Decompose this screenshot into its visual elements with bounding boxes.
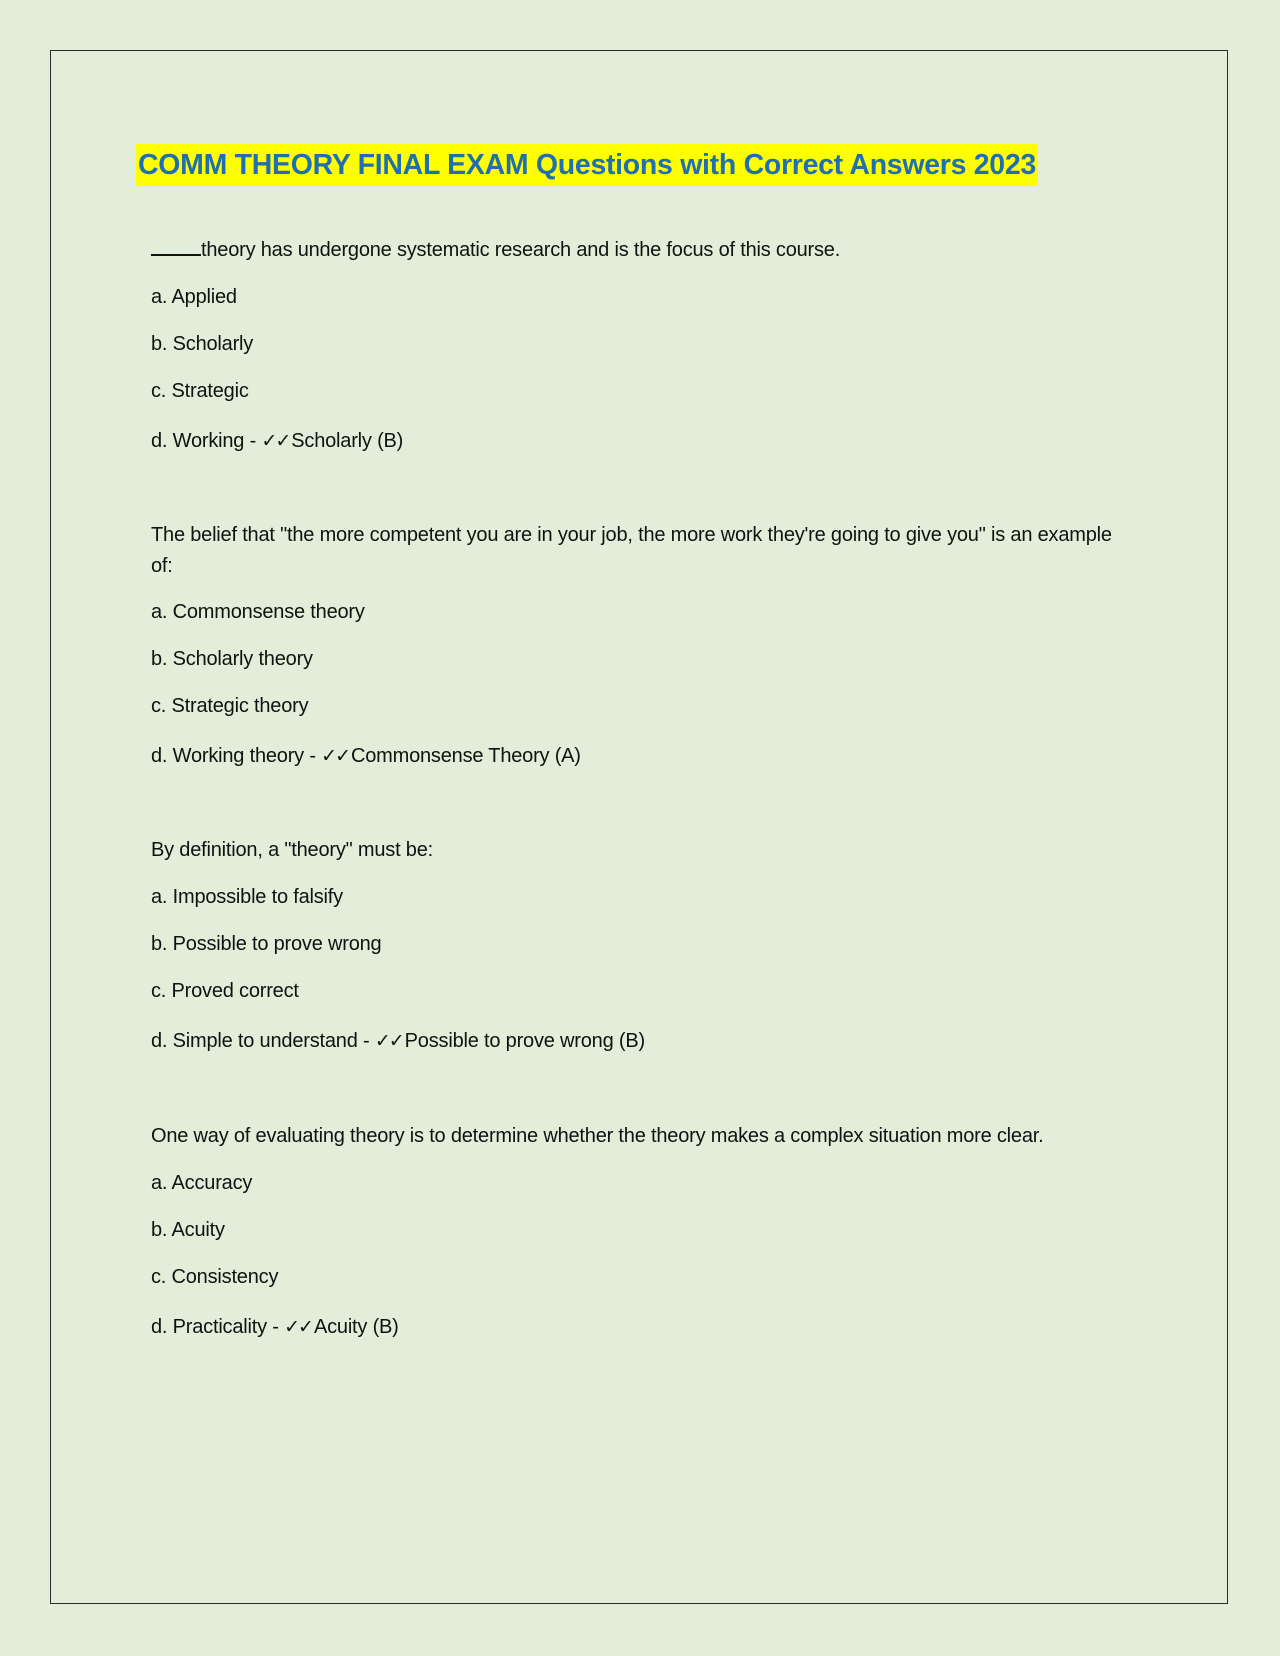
question-4-option-a: a. Accuracy xyxy=(151,1172,253,1194)
question-3-option-d: d. Simple to understand - ✓✓ Possible to prove wrong (B) xyxy=(151,1030,645,1052)
question-2-option-b: b. Scholarly theory xyxy=(151,648,313,670)
question-1-option-a: a. Applied xyxy=(151,286,237,308)
question-2-option-a: a. Commonsense theory xyxy=(151,601,365,623)
document-title: COMM THEORY FINAL EXAM Questions with Correct Answers 2023 xyxy=(136,144,1038,186)
question-4-option-d: d. Practicality - ✓✓ Acuity (B) xyxy=(151,1316,399,1338)
question-4-option-c: c. Consistency xyxy=(151,1266,279,1288)
double-check-icon: ✓✓ xyxy=(261,430,290,452)
question-3-option-b: b. Possible to prove wrong xyxy=(151,933,382,955)
answer: Possible to prove wrong (B) xyxy=(404,1030,645,1052)
question-3-option-c: c. Proved correct xyxy=(151,980,299,1002)
answer: Commonsense Theory (A) xyxy=(351,745,581,767)
question-2-prompt: The belief that "the more competent you are in your job, the more work they're going to give you" is an example of: xyxy=(151,524,1112,577)
question-2-option-d: d. Working theory - ✓✓ Commonsense Theory (A) xyxy=(151,745,581,767)
question-3-option-a: a. Impossible to falsify xyxy=(151,886,343,908)
question-1-option-d: d. Working - ✓✓ Scholarly (B) xyxy=(151,430,404,452)
question-3-prompt: By definition, a "theory" must be: xyxy=(151,839,433,861)
question-2-option-c: c. Strategic theory xyxy=(151,695,309,717)
question-4-option-b: b. Acuity xyxy=(151,1219,225,1241)
question-1-prompt: theory has undergone systematic research and is the focus of this course. xyxy=(151,235,840,266)
answer: Acuity (B) xyxy=(313,1316,399,1338)
answer: Scholarly (B) xyxy=(291,430,404,452)
blank-line xyxy=(151,236,201,256)
question-1-option-b: b. Scholarly xyxy=(151,333,254,355)
question-1-option-c: c. Strategic xyxy=(151,380,249,402)
double-check-icon: ✓✓ xyxy=(321,745,349,767)
double-check-icon: ✓✓ xyxy=(284,1316,312,1338)
question-4-prompt: One way of evaluating theory is to determine whether the theory makes a complex situation more clear. xyxy=(151,1125,1044,1147)
double-check-icon: ✓✓ xyxy=(374,1030,403,1052)
